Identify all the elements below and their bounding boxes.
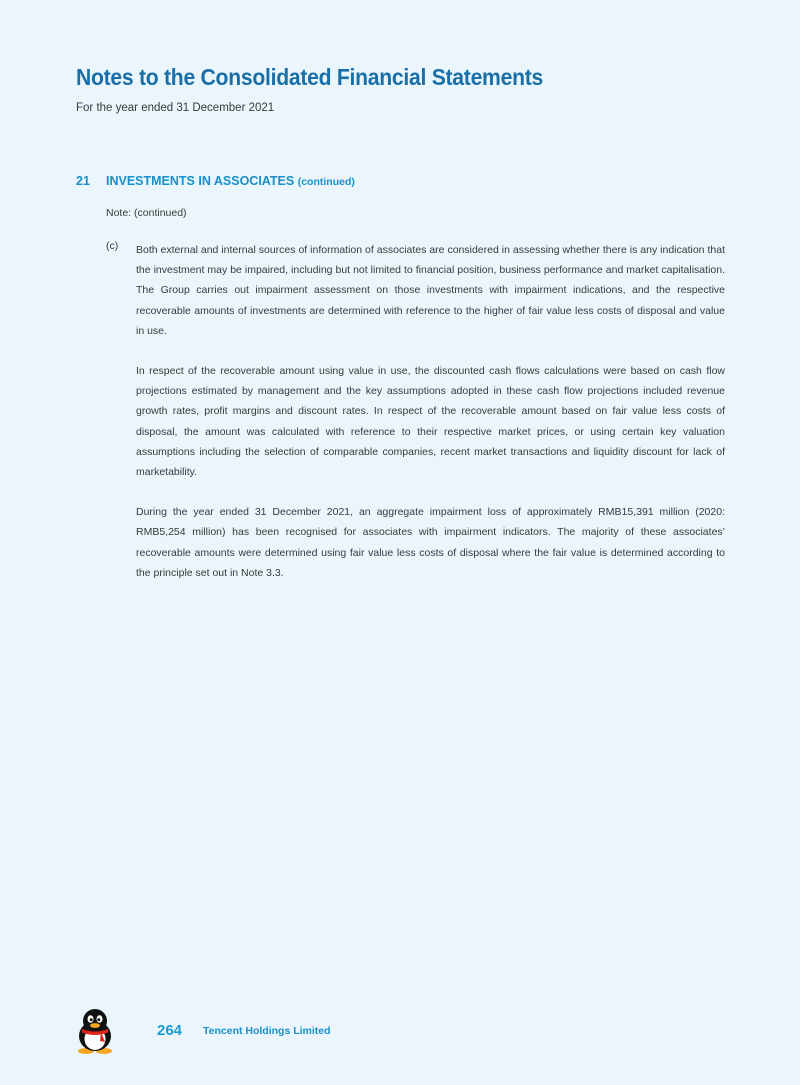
page-subtitle: For the year ended 31 December 2021	[76, 102, 275, 114]
section-number: 21	[76, 174, 90, 188]
section-continued: (continued)	[297, 176, 355, 188]
company-name: Tencent Holdings Limited	[203, 1025, 331, 1037]
paragraph: Both external and internal sources of information of associates are considered in assessing whether there is any indication that the investment may be impaired, including but not limited to financial position, business performance and market capitalisation. The Group carries out impairment assessment on those investments with impairment indications, and the respective recoverable amounts of investments are determined with reference to the higher of fair value less costs of disposal and value in use.	[136, 244, 725, 337]
qq-penguin-icon	[74, 1008, 116, 1054]
page-title: Notes to the Consolidated Financial Statements	[76, 64, 544, 90]
item-body	[136, 240, 725, 603]
note-label: Note: (continued)	[106, 207, 187, 219]
item-marker: (c)	[106, 240, 119, 252]
section-heading	[76, 174, 355, 188]
section-title: INVESTMENTS IN ASSOCIATES	[106, 174, 295, 188]
page-number: 264	[157, 1022, 183, 1039]
paragraph: During the year ended 31 December 2021, an aggregate impairment loss of approximately RMB15,391 million (2020: RMB5,254 million) has been recognised for associates with impairment indicators. The majority of these associates’ recoverable amounts were determined using fair value less costs of disposal where the fair value is determined according to the principle set out in Note 3.3.	[136, 506, 725, 579]
paragraph: In respect of the recoverable amount using value in use, the discounted cash flows calculations were based on cash flow projections estimated by management and the key assumptions adopted in these cash flow projections included revenue growth rates, profit margins and discount rates. In respect of the recoverable amount based on fair value less costs of disposal, the amount was calculated with reference to their respective market prices, or using certain key valuation assumptions including the selection of comparable companies, recent market transactions and liquidity discount for lack of marketability.	[136, 365, 725, 479]
